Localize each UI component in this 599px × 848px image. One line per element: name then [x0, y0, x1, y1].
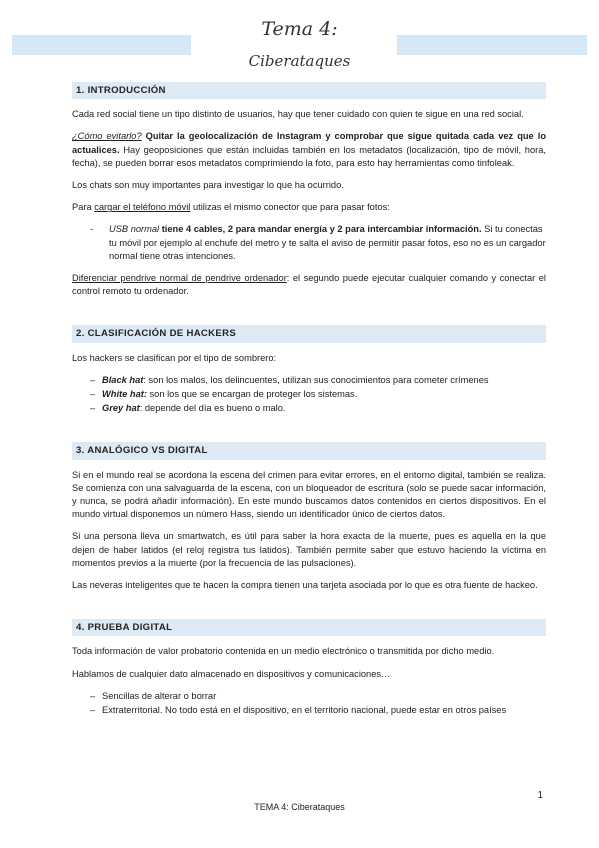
page-number: 1 — [537, 790, 543, 801]
section-heading-prueba-digital: 4. PRUEBA DIGITAL — [72, 619, 546, 636]
document-body — [72, 82, 546, 726]
italic-term: USB normal — [109, 224, 160, 235]
bold-text: Quitar la geolocalización de Instagram y comprobar que sigue quitada cada vez que lo actualices. — [72, 131, 547, 155]
text: utilizas el mismo conector que para pasar fotos: — [190, 202, 390, 213]
underlined-text: cargar el teléfono móvil — [94, 202, 191, 213]
text: Para — [72, 202, 95, 213]
text: Hay geoposiciones que están incluidas también en los metadatos (localización, tipo de móvil, hora, fecha), se pueden borrar esos metadatos comprimiendo la foto, para esto hay herramientas como tinfoleak. — [72, 144, 546, 168]
underlined-question: ¿Cómo evitarlo? — [72, 131, 142, 142]
list-text: Extraterritorial. No todo está en el dispositivo, en el territorio nacional, puede estar en otros países — [102, 705, 507, 716]
paragraph: Los hackers se clasifican por el tipo de sombrero: — [72, 352, 277, 363]
list-marker: – — [90, 690, 96, 701]
section-heading-introduccion: 1. INTRODUCCIÓN — [72, 82, 546, 99]
list-marker: – — [90, 389, 96, 400]
list-marker: - — [90, 224, 94, 235]
list-term: Grey hat — [102, 403, 140, 414]
list-item — [72, 374, 546, 387]
paragraph: Cada red social tiene un tipo distinto de usuarios, hay que tener cuidado con quien te sigue en una red social. — [72, 109, 524, 120]
paragraph: Hablamos de cualquier dato almacenado en dispositivos y comunicaciones… — [72, 668, 391, 679]
list-text: Sencillas de alterar o borrar — [102, 690, 217, 701]
paragraph: Los chats son muy importantes para investigar lo que ha ocurrido. — [72, 180, 344, 191]
text: Si tu conectas tu móvil por ejemplo al enchufe del metro y te salta el aviso de permitir pasar fotos, eso no es un cargador normal tiene otras intenciones. — [109, 224, 546, 261]
bold-text: tiene 4 cables, 2 para mandar energía y 2 para intercambiar información. — [159, 224, 482, 235]
list-item — [72, 704, 546, 717]
list — [72, 374, 546, 416]
section-heading-analogico: 3. ANALÓGICO VS DIGITAL — [72, 442, 546, 459]
paragraph: Si una persona lleva un smartwatch, es útil para saber la hora exacta de la muerte, pues es aquella en la que dejen de haber latidos (el reloj registra tus latidos). También permite saber que estuvo haciendo la víctima en momentos previos a la muerte (por la frecuencia de las pulsaciones). — [72, 531, 546, 568]
list-marker: – — [90, 403, 96, 414]
list-desc: son los que se encargan de proteger los sistemas. — [146, 389, 358, 400]
list-item — [72, 223, 546, 263]
list-item — [72, 402, 546, 415]
paragraph: Si en el mundo real se acordona la escena del crimen para evitar errores, en el entorno digital, también se realiza. Se comienza con una salvaguarda de la escena, con un bloqueador de escritura (solo se puede sacar información, y nunca, se podrá añadir información). En este mundo buscamos datos contenidos en ciertos dispositivos. En el mundo virtual disponemos un número Hass, siendo un identificador único de ciertos datos. — [72, 469, 546, 520]
underlined-text: Diferenciar pendrive normal de pendrive ordenador — [72, 273, 287, 284]
page-subtitle: Ciberataques — [248, 52, 351, 70]
paragraph: Las neveras inteligentes que te hacen la compra tienen una tarjeta asociada por lo que es otra fuente de hackeo. — [72, 580, 538, 591]
list-desc: : depende del día es bueno o malo. — [139, 403, 286, 414]
list-marker: – — [90, 374, 96, 385]
text: : el segundo puede ejecutar cualquier comando y conectar el control remoto tu ordenador. — [72, 273, 546, 297]
paragraph — [72, 272, 546, 298]
paragraph: Toda información de valor probatorio contenida en un medio electrónico o transmitida por dicho medio. — [72, 646, 495, 657]
paragraph — [72, 201, 546, 214]
list — [72, 690, 546, 717]
list — [72, 223, 546, 263]
page-title: Tema 4: — [261, 18, 338, 40]
section-heading-clasificacion: 2. CLASIFICACIÓN DE HACKERS — [72, 325, 546, 342]
page-footer: TEMA 4: Ciberataques — [254, 802, 345, 812]
list-marker: – — [90, 705, 96, 716]
list-item — [72, 690, 546, 703]
paragraph — [72, 130, 546, 170]
list-term: Black hat — [102, 374, 144, 385]
list-desc: : son los malos, los delincuentes, utilizan sus conocimientos para cometer crímenes — [143, 374, 489, 385]
list-item — [72, 388, 546, 401]
list-term: White hat: — [102, 389, 147, 400]
